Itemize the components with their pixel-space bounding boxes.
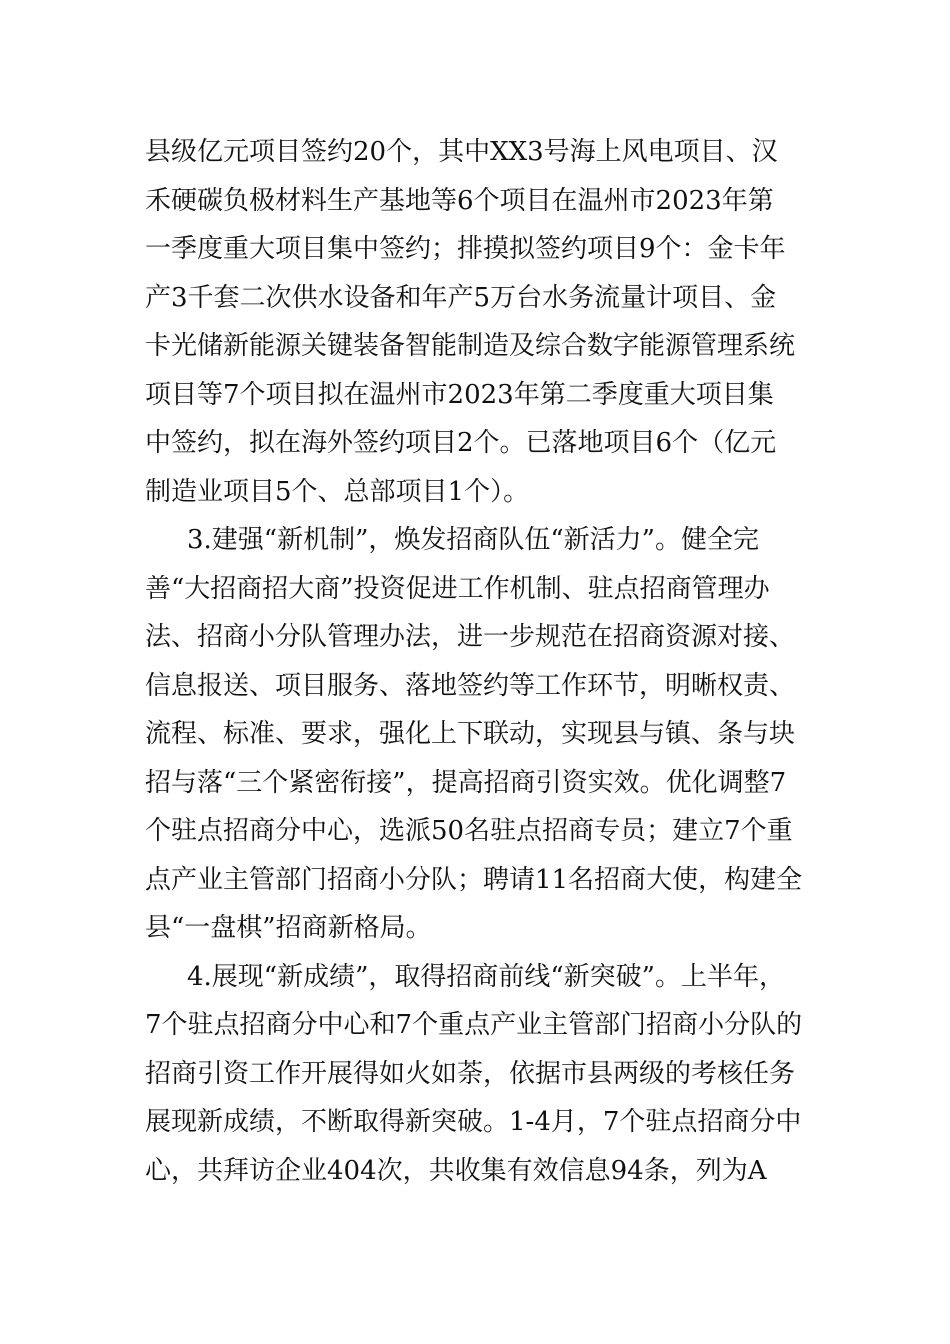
- text-line: 卡光储新能源关键装备智能制造及综合数字能源管理系统: [145, 331, 796, 361]
- text-line: 一季度重大项目集中签约；排摸拟签约项目9个：金卡年: [145, 234, 786, 264]
- text-line: 禾硬碳负极材料生产基地等6个项目在温州市2023年第: [145, 185, 774, 216]
- text-line: 心，共拜访企业404次，共收集有效信息94条，列为A: [145, 1155, 767, 1186]
- text-line: 善“大招商招大商”投资促进工作机制、驻点招商管理办: [145, 573, 770, 604]
- text-line: 流程、标准、要求，强化上下联动，实现县与镇、条与块: [145, 719, 796, 749]
- text-line: 产3千套二次供水设备和年产5万台水务流量计项目、金: [145, 282, 777, 313]
- text-line: 个驻点招商分中心，选派50名驻点招商专员；建立7个重: [145, 816, 793, 846]
- section-4-heading-line: 4.展现“新成绩”，取得招商前线“新突破”。上半年，: [187, 961, 785, 992]
- text-line: 中签约，拟在海外签约项目2个。已落地项目6个（亿元: [145, 428, 777, 458]
- text-line: 招商引资工作开展得如火如荼，依据市县两级的考核任务: [145, 1058, 796, 1089]
- text-line: 县“一盘棋”招商新格局。: [145, 913, 432, 943]
- text-line: 7个驻点招商分中心和7个重点产业主管部门招商小分队的: [145, 1010, 803, 1040]
- text-line: 制造业项目5个、总部项目1个）。: [145, 476, 530, 507]
- text-line: 点产业主管部门招商小分队；聘请11名招商大使，构建全: [145, 864, 803, 895]
- document-body: [145, 128, 815, 1195]
- text-line: 招与落“三个紧密衔接”，提高招商引资实效。优化调整7: [145, 767, 787, 798]
- text-line: 县级亿元项目签约20个，其中XX3号海上风电项目、汉: [145, 137, 778, 167]
- text-line: 法、招商小分队管理办法，进一步规范在招商资源对接、: [145, 622, 796, 652]
- text-line: 项目等7个项目拟在温州市2023年第二季度重大项目集: [145, 379, 774, 410]
- section-3-heading-line: 3.建强“新机制”，焕发招商队伍“新活力”。健全完: [187, 525, 759, 555]
- text-line: 信息报送、项目服务、落地签约等工作环节，明晰权责、: [145, 670, 796, 701]
- text-line: 展现新成绩，不断取得新突破。1-4月，7个驻点招商分中: [145, 1107, 802, 1137]
